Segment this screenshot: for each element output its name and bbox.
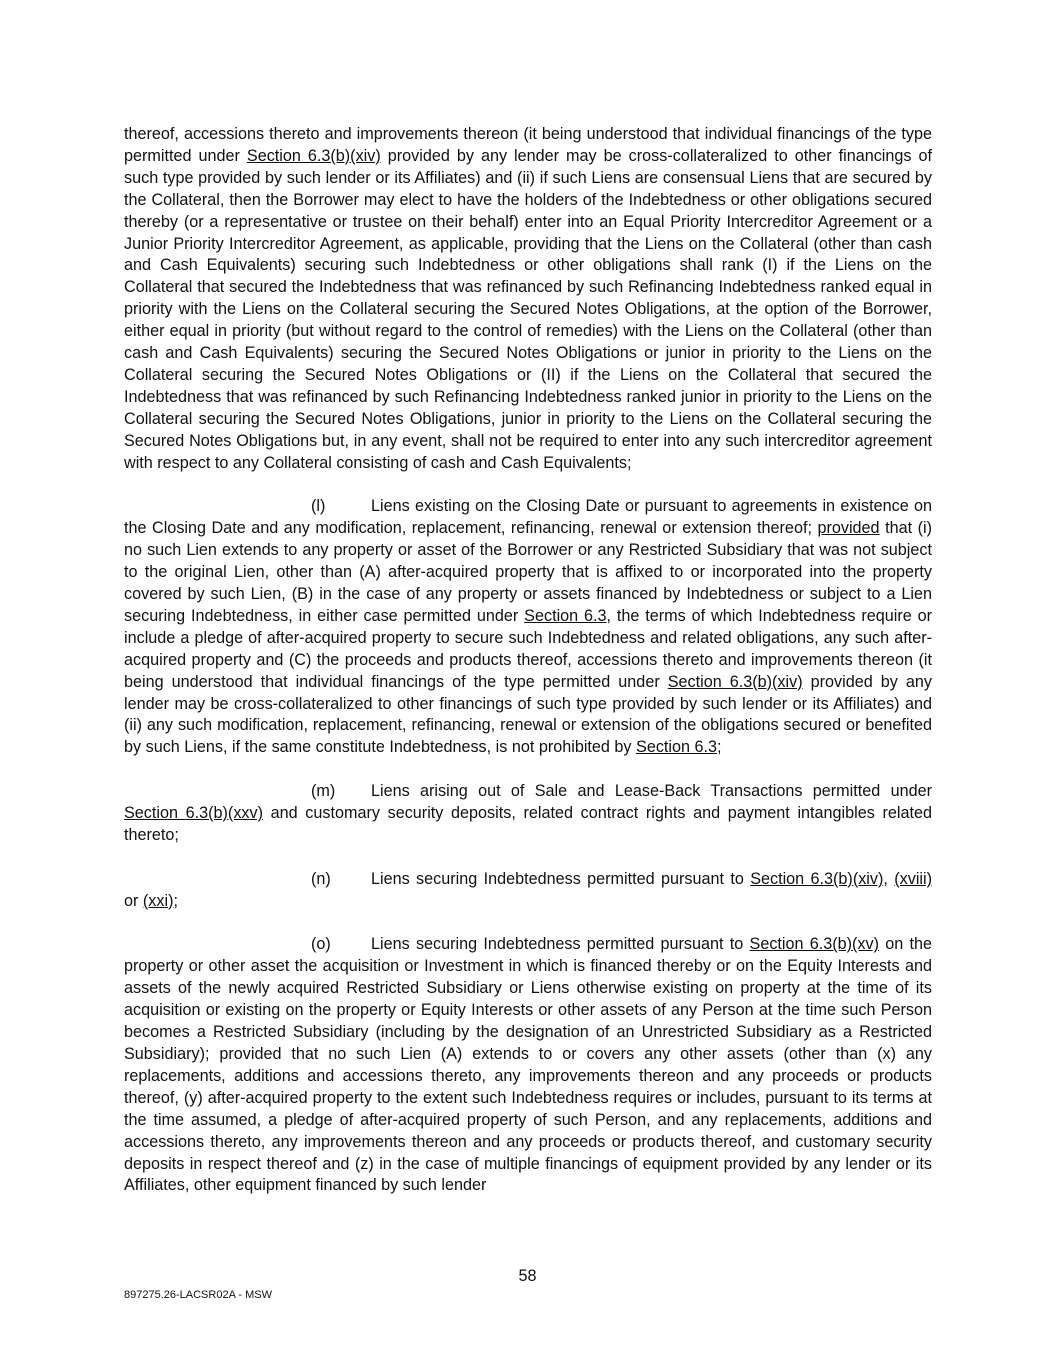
document-id-footer: 897275.26-LACSR02A - MSW — [124, 1289, 272, 1301]
text-segment: ; — [173, 891, 178, 910]
section-reference: Section 6.3(b)(xxv) — [124, 804, 263, 823]
section-reference: Section 6.3 — [636, 738, 718, 757]
clause-number: (o) — [311, 935, 331, 954]
text-segment: ; — [717, 738, 722, 757]
section-reference: Section 6.3(b)(xiv) — [667, 672, 803, 691]
page-number: 58 — [518, 1267, 537, 1285]
text-segment: , — [883, 869, 895, 888]
section-reference: Section 6.3(b)(xv) — [749, 935, 880, 954]
text-segment: that (i) no such Lien extends to any property or asset of the Borrower or any Restricted Subsidiary that was not subject to the original Lien, other than (A) after-acquired property that is affixed to or incorporated into the property covered by such Lien, (B) in the case of any property or assets financed by Indebtedness or subject to a Lien securing Indebtedness, in either case permitted under — [124, 519, 932, 625]
clause-number: (l) — [311, 497, 326, 516]
clause-o — [124, 934, 932, 1197]
text-segment: , the terms of which Indebtedness require or include a pledge of after-acquired property to secure such Indebtedness and related obligations, any such after-acquired property and (C) the proceeds and products thereof, accessions thereto and improvements thereon (it being understood that individual financings of the type permitted under — [124, 606, 932, 691]
text-segment: provided by any lender may be cross-collateralized to other financings of such type provided by such lender or its Affiliates) and (ii) if such Liens are consensual Liens that are secured by the Collateral, then the Borrower may elect to have the holders of the Indebtedness or other obligations secured thereby (or a representative or trustee on their behalf) enter into an Equal Priority Intercreditor Agreement or a Junior Priority Intercreditor Agreement, as applicable, providing that the Liens on the Collateral (other than cash and Cash Equivalents) securing such Indebtedness or other obligations shall rank (I) if the Liens on the Collateral that secured the Indebtedness that was refinanced by such Refinancing Indebtedness ranked equal in priority with the Liens on the Collateral securing the Secured Notes Obligations, at the option of the Borrower, either equal in priority (but without regard to the control of remedies) with the Liens on the Collateral (other than cash and Cash Equivalents) securing the Secured Notes Obligations or junior in priority to the Liens on the Collateral securing the Secured Notes Obligations or (II) if the Liens on the Collateral that secured the Indebtedness that was refinanced by such Refinancing Indebtedness ranked junior in priority to the Liens on the Collateral securing the Secured Notes Obligations, junior in priority to the Liens on the Collateral securing the Secured Notes Obligations but, in any event, shall not be required to enter into any such intercreditor agreement with respect to any Collateral consisting of cash and Cash Equivalents; — [124, 146, 932, 472]
clause-m — [124, 781, 932, 847]
clause-n — [124, 869, 932, 913]
section-reference: Section 6.3(b)(xiv) — [750, 869, 884, 888]
text-segment: Liens existing on the Closing Date or pursuant to agreements in existence on the Closing Date and any modification, replacement, refinancing, renewal or extension thereof; — [124, 497, 932, 538]
continuation-paragraph — [124, 124, 932, 475]
text-segment: provided by any lender may be cross-collateralized to other financings of such type provided by such lender or its Affiliates) and (ii) any such modification, replacement, refinancing, renewal or extension of the obligations secured or benefited by such Liens, if the same constitute Indebtedness, is not prohibited by — [124, 672, 932, 757]
text-segment: Liens securing Indebtedness permitted pursuant to — [371, 869, 751, 888]
section-reference: Section 6.3(b)(xiv) — [246, 146, 381, 165]
section-reference: (xviii) — [894, 869, 933, 888]
text-segment: or — [124, 891, 143, 910]
clause-number: (m) — [311, 782, 336, 801]
text-segment: and customary security deposits, related contract rights and payment intangibles related thereto; — [124, 804, 932, 844]
text-segment: thereof, accessions thereto and improvements thereon (it being understood that individual financings of the type permitted under — [124, 125, 932, 165]
text-segment: Liens securing Indebtedness permitted pursuant to — [371, 935, 750, 954]
clause-number: (n) — [311, 869, 331, 888]
text-segment: on the property or other asset the acquisition or Investment in which is financed thereby or on the Equity Interests and assets of the newly acquired Restricted Subsidiary or Liens otherwise existing on property at the time of its acquisition or existing on the property or Equity Interests or other assets of any Person at the time such Person becomes a Restricted Subsidiary (including by the designation of an Unrestricted Subsidiary as a Restricted Subsidiary); provided that no such Lien (A) extends to or covers any other assets (other than (x) any replacements, additions and accessions thereto, any improvements thereon and any proceeds or products thereof, (y) after-acquired property to the extent such Indebtedness requires or includes, pursuant to its terms at the time assumed, a pledge of after-acquired property of such Person, and any replacements, additions and accessions thereto, any improvements thereon and any proceeds or products thereof, and customary security deposits in respect thereof and (z) in the case of multiple financings of equipment provided by any lender or its Affiliates, other equipment financed by such lender — [124, 935, 933, 1195]
text-segment: Liens arising out of Sale and Lease-Back Transactions permitted under — [371, 782, 932, 801]
defined-term: provided — [817, 519, 880, 538]
section-reference: (xxi) — [142, 891, 174, 910]
section-reference: Section 6.3 — [524, 606, 607, 625]
clause-l — [124, 496, 932, 759]
document-body — [124, 124, 932, 1219]
